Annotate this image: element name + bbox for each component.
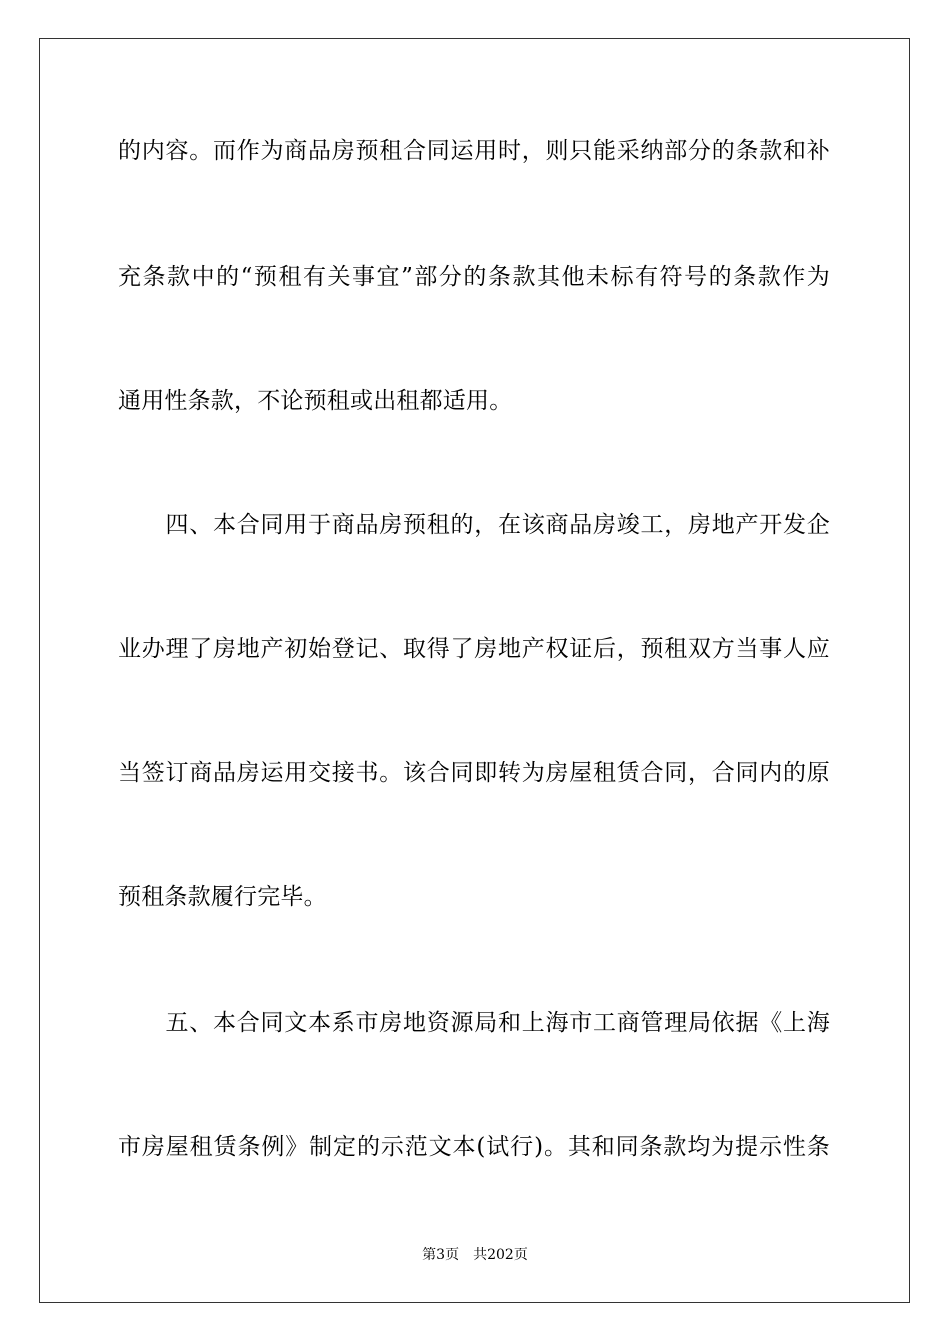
text-line: 业办理了房地产初始登记、取得了房地产权证后，预租双方当事人应 [118,636,830,662]
text-line: 市房屋租赁条例》制定的示范文本(试行)。其和同条款均为提示性条 [118,1134,830,1160]
page-number: 第3页 [422,1247,460,1263]
page-total: 共202页 [473,1247,528,1263]
text-line: 五、本合同文本系市房地资源局和上海市工商管理局依据《上海 [118,1010,830,1036]
text-line: 充条款中的“预租有关事宜”部分的条款其他未标有符号的条款作为 [118,264,830,290]
text-line: 四、本合同用于商品房预租的，在该商品房竣工，房地产开发企 [118,512,830,538]
page-border [39,38,910,1303]
text-line: 的内容。而作为商品房预租合同运用时，则只能采纳部分的条款和补 [118,138,830,164]
page-footer [0,1246,950,1264]
text-line: 当签订商品房运用交接书。该合同即转为房屋租赁合同，合同内的原 [118,760,830,786]
text-line: 预租条款履行完毕。 [118,884,327,910]
text-line: 通用性条款，不论预租或出租都适用。 [118,388,513,414]
